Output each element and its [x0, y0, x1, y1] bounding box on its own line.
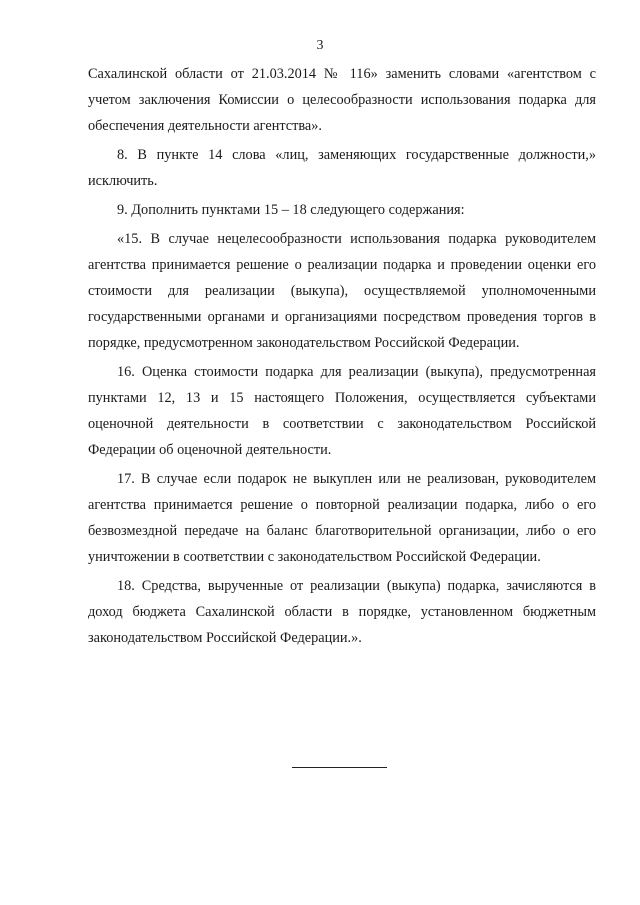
paragraph-item-18: 18. Средства, вырученные от реализации (выкупа) подарка, зачисляются в доход бюджета Сахалинской области в порядке, установленном бюджетным законодательством Российской Федерации.». — [88, 578, 596, 646]
paragraph-item-16: 16. Оценка стоимости подарка для реализации (выкупа), предусмотренная пунктами 12, 13 и 15 настоящего Положения, осуществляется субъектами оценочной деятельности в соответствии с законодательством Российской Федерации об оценочной деятельности. — [88, 364, 596, 458]
document-body — [88, 61, 596, 651]
paragraph-item-15: «15. В случае нецелесообразности использования подарка руководителем агентства принимается решение о реализации подарка и проведении оценки его стоимости для реализации (выкупа), осуществляемой уполномоченными государственными органами и организациями посредством проведения торгов в порядке, предусмотренном законодательством Российской Федерации. — [88, 231, 596, 351]
page-number: 3 — [316, 38, 324, 53]
paragraph-item-17: 17. В случае если подарок не выкуплен или не реализован, руководителем агентства принимается решение о повторной реализации подарка, либо о его безвозмездной передаче на баланс благотворительной организации, либо о его уничтожении в соответствии с законодательством Российской Федерации. — [88, 471, 596, 565]
paragraph-item-9: 9. Дополнить пунктами 15 – 18 следующего содержания: — [117, 202, 465, 218]
paragraph-item-8: 8. В пункте 14 слова «лиц, заменяющих государственные должности,» исключить. — [88, 147, 596, 189]
end-separator-line — [292, 767, 387, 768]
paragraph-continuation: Сахалинской области от 21.03.2014 № 116» заменить словами «агентством с учетом заключения Комиссии о целесообразности использования подарка для обеспечения деятельности агентства». — [88, 66, 596, 134]
